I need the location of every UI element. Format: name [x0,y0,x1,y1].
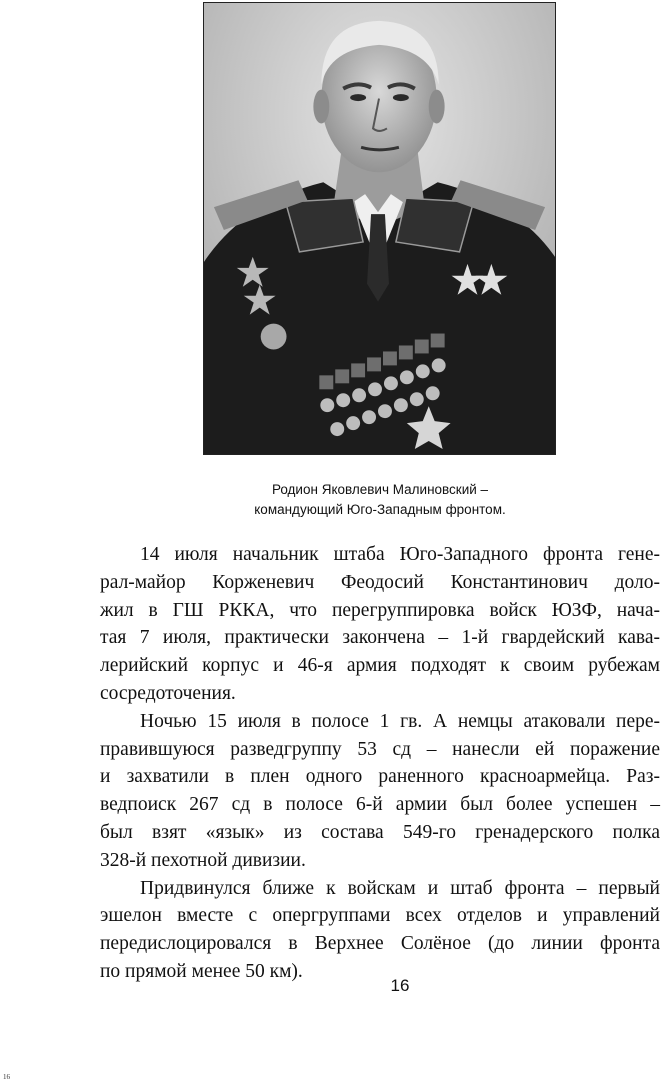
photo-caption [200,480,560,520]
text-line: Придвинулся ближе к войскам и штаб фронта – первый [140,877,660,899]
text-line: Ночью 15 июля в полосе 1 гв. А немцы атаковали пере- [140,710,660,732]
text-line: передислоцировался в Верхнее Солёное (до линии фронта [100,933,660,955]
text-line: ведпоиск 267 сд в полосе 6-й армии был более успешен – [100,794,660,816]
text-line: был взят «язык» из состава 549-го гренадерского полка [100,821,660,843]
portrait-photo [203,2,556,455]
corner-page-number: 16 [3,1073,10,1081]
body-text [100,541,660,986]
text-line: тая 7 июля, практически закончена – 1-й гвардейский кава- [100,627,660,649]
text-line: и захватили в плен одного раненного красноармейца. Раз- [100,766,660,788]
text-line: рал-майор Корженевич Феодосий Константинович доло- [100,571,660,593]
caption-line-1: Родион Яковлевич Малиновский – [271,482,489,497]
text-line: сосредоточения. [100,682,236,704]
text-line: жил в ГШ РККА, что перегруппировка войск ЮЗФ, нача- [100,599,660,621]
text-line: лерийский корпус и 46-я армия подходят к своим рубежам [100,655,660,677]
portrait-image [204,3,555,454]
caption-line-2: командующий Юго-Западным фронтом. [254,502,506,517]
text-line: 328-й пехотной дивизии. [100,849,306,871]
text-line: эшелон вместе с опергруппами всех отделов и управлений [100,905,660,927]
text-line: по прямой менее 50 км). [100,960,303,982]
text-line: правившуюся разведгруппу 53 сд – нанесли ей поражение [100,738,660,760]
text-line: 14 июля начальник штаба Юго-Западного фронта гене- [140,544,660,565]
page-number: 16 [390,976,410,995]
